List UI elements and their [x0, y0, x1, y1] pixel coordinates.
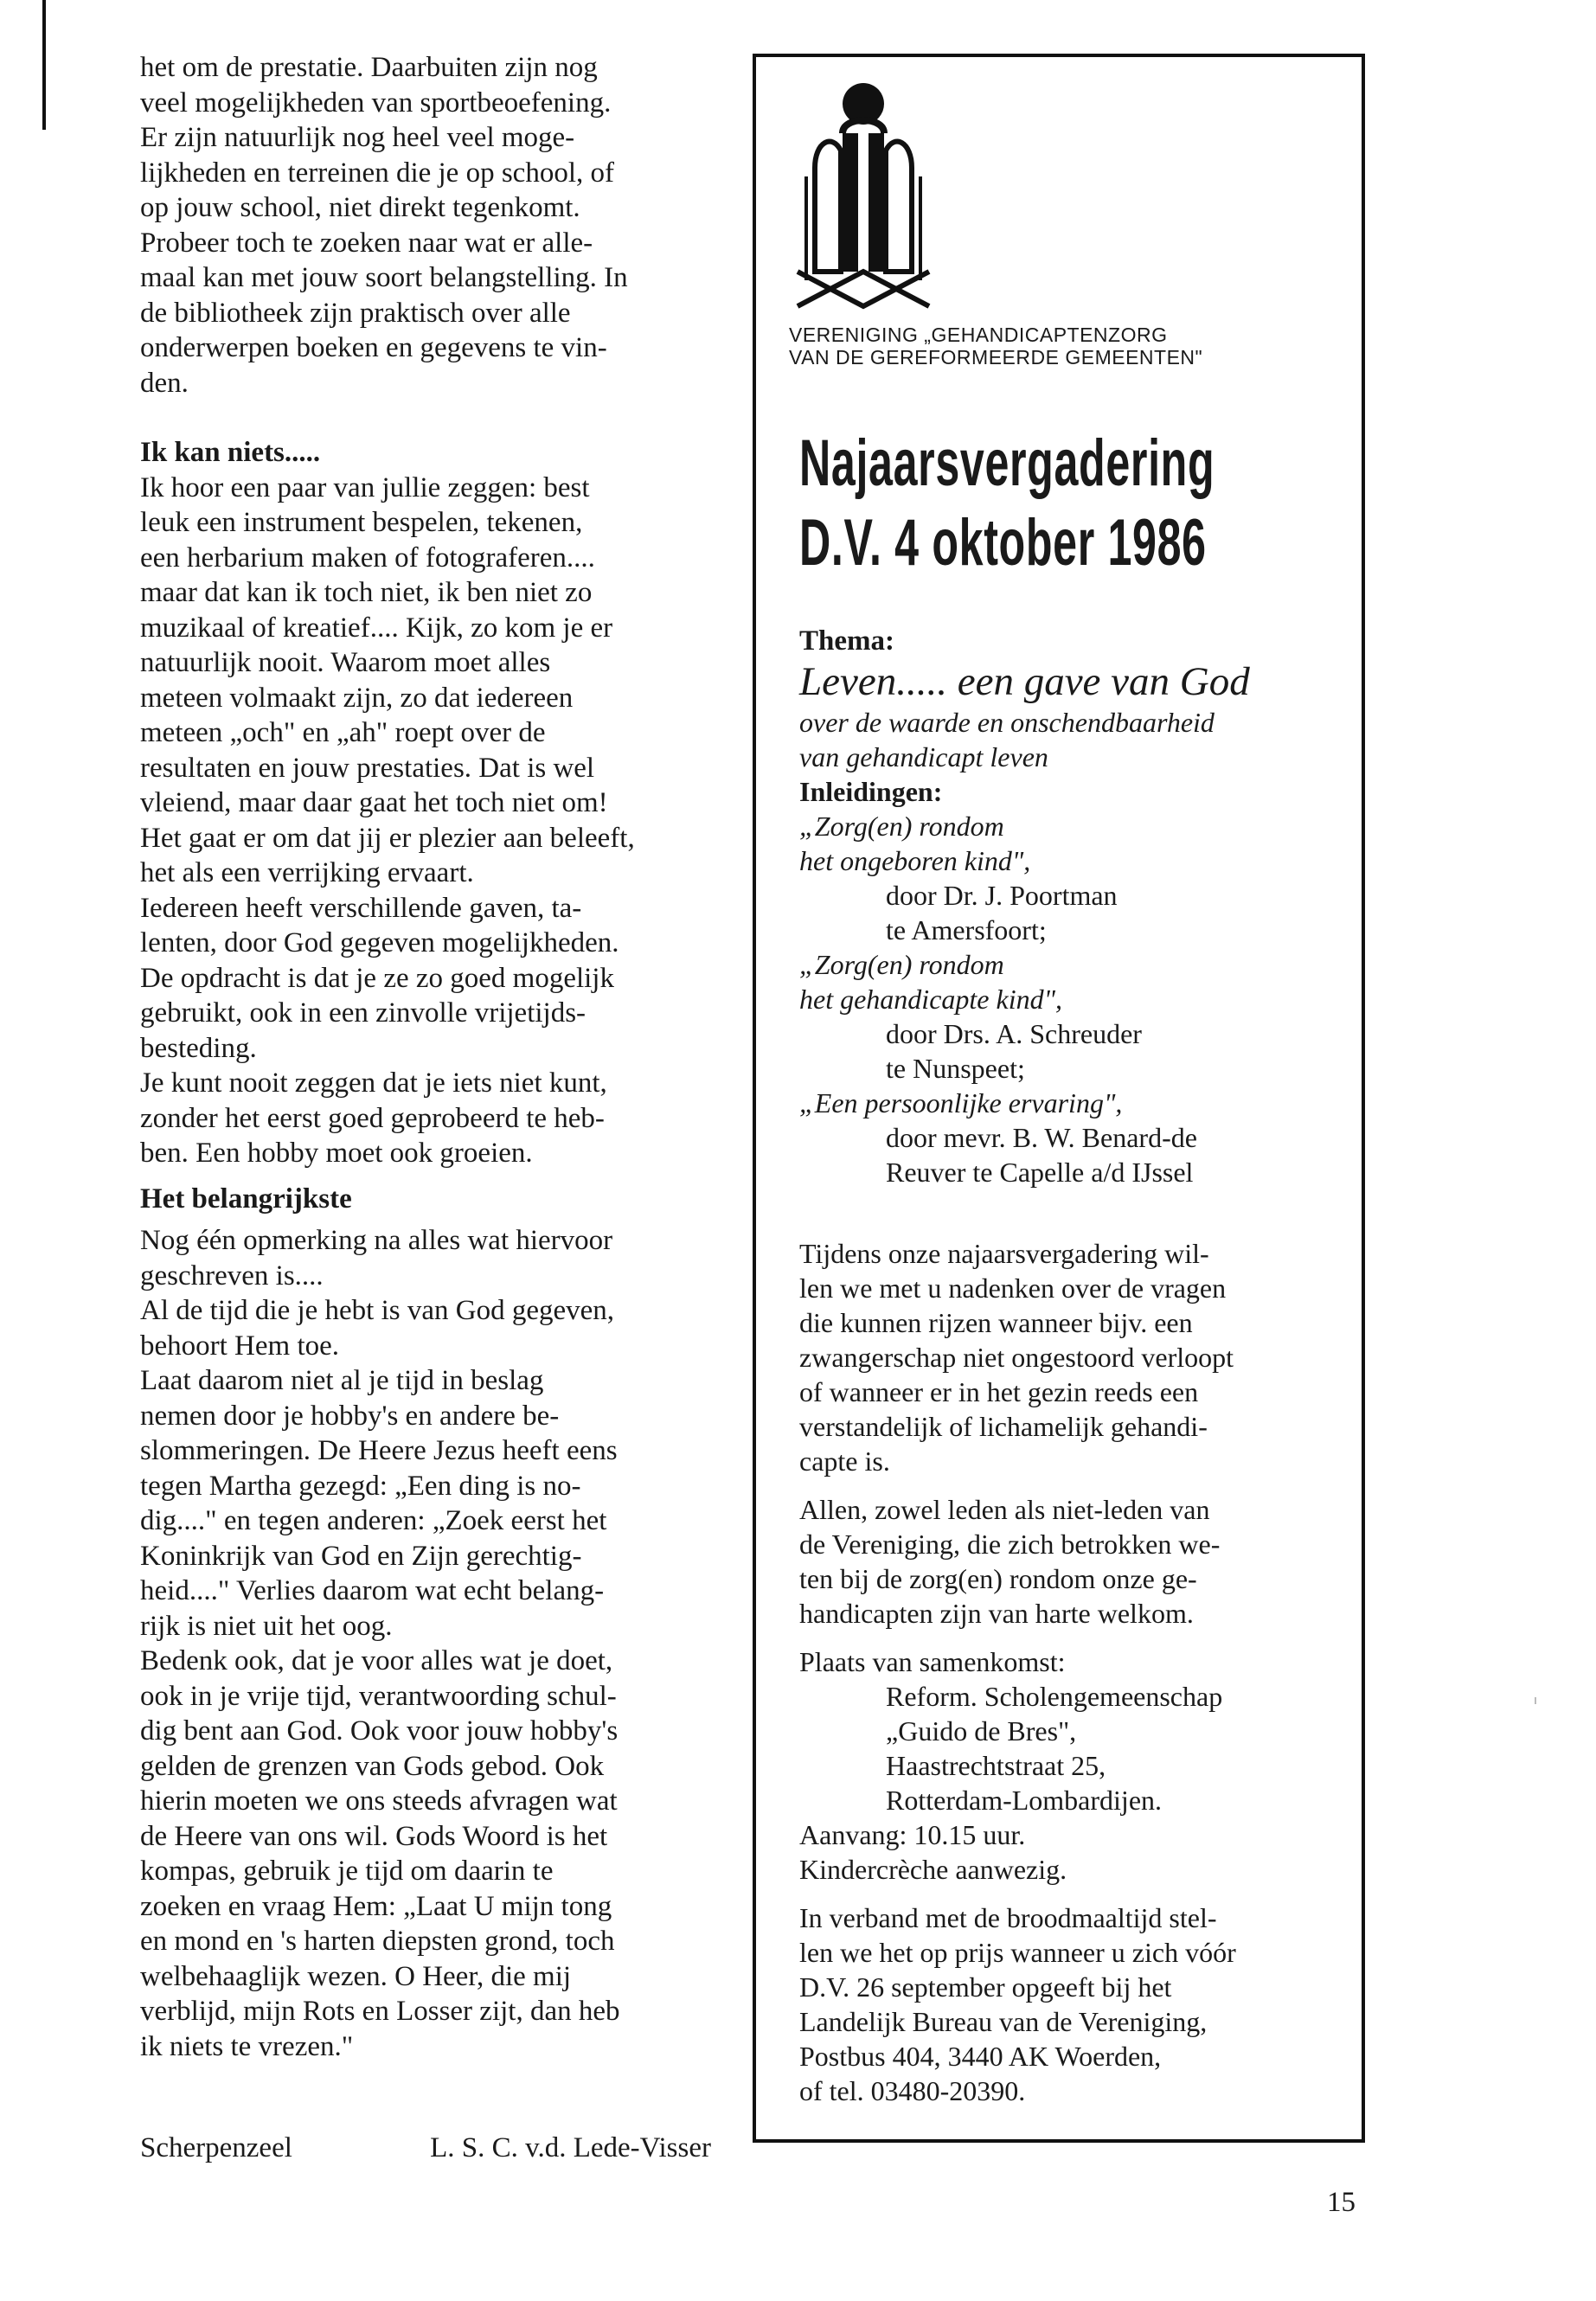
spacer: [799, 1478, 1318, 1492]
lecture-title: „Een persoonlijke ervaring",: [799, 1087, 1123, 1118]
text-line: de Vereniging, die zich betrokken we-: [799, 1529, 1221, 1560]
text-line: hierin moeten we ons steeds afvragen wat: [140, 1785, 618, 1817]
text-line: een herbarium maken of fotograferen....: [140, 542, 595, 574]
text-line: op jouw school, niet direkt tegenkomt.: [140, 192, 580, 223]
headline-line: D.V. 4 oktober 1986: [799, 506, 1207, 580]
section-body: [140, 471, 711, 1171]
text-line: ben. Een hobby moet ook groeien.: [140, 1138, 533, 1169]
spacer: [140, 1171, 711, 1182]
text-line: De opdracht is dat je ze zo goed mogelijk: [140, 962, 614, 994]
association-logo-icon: [789, 73, 938, 324]
text-line: Allen, zowel leden als niet-leden van: [799, 1494, 1210, 1525]
text-line: ook in je vrije tijd, verantwoording schul-: [140, 1680, 617, 1712]
scan-speck: [1535, 1697, 1536, 1704]
text-line: lijkheden en terreinen die je op school, of: [140, 157, 614, 189]
venue-line: Reform. Scholengemeenschap: [886, 1681, 1223, 1712]
text-line: handicapten zijn van harte welkom.: [799, 1598, 1194, 1629]
text-line: heid...." Verlies daarom wat echt belang-: [140, 1575, 605, 1606]
text-line: dig...." en tegen anderen: „Zoek eerst het: [140, 1505, 607, 1536]
text-line: capte is.: [799, 1445, 890, 1477]
text-line: len we het op prijs wanneer u zich vóór: [799, 1937, 1236, 1968]
theme-subtitle: over de waarde en onschendbaarheid: [799, 707, 1215, 738]
text-line: besteding.: [140, 1032, 257, 1064]
section-body: [140, 1223, 711, 2064]
theme-title: Leven..... een gave van God: [799, 659, 1250, 704]
text-line: Laat daarom niet al je tijd in beslag: [140, 1365, 544, 1396]
text-line: Tijdens onze najaarsvergadering wil-: [799, 1238, 1209, 1269]
lecture-speaker: door Drs. A. Schreuder: [886, 1018, 1142, 1049]
venue-line: Haastrechtstraat 25,: [886, 1750, 1106, 1781]
text-line: Het gaat er om dat jij er plezier aan beleeft,: [140, 822, 635, 854]
text-line: ten bij de zorg(en) rondom onze ge-: [799, 1563, 1197, 1594]
text-line: Landelijk Bureau van de Vereniging,: [799, 2006, 1208, 2037]
venue-line: „Guido de Bres",: [886, 1715, 1077, 1747]
lecture-title: het gehandicapte kind",: [799, 984, 1063, 1015]
text-line: Ik hoor een paar van jullie zeggen: best: [140, 471, 590, 503]
venue-label: Plaats van samenkomst:: [799, 1646, 1066, 1677]
text-line: len we met u nadenken over de vragen: [799, 1272, 1227, 1304]
text-line: de bibliotheek zijn praktisch over alle: [140, 297, 571, 329]
text-line: de Heere van ons wil. Gods Woord is het: [140, 1820, 608, 1852]
section-heading-ik-kan-niets: Ik kan niets.....: [140, 437, 321, 468]
welcome-paragraph: [799, 1492, 1318, 1631]
text-line: Al de tijd die je hebt is van God gegeven,: [140, 1295, 615, 1326]
text-line: welbehaaglijk wezen. O Heer, die mij: [140, 1960, 572, 1992]
text-line: Je kunt nooit zeggen dat je iets niet kunt,: [140, 1067, 607, 1099]
signoff-place: Scherpenzeel: [140, 2132, 292, 2163]
text-line: het als een verrijking ervaart.: [140, 857, 474, 888]
signoff: [140, 2132, 711, 2164]
theme-label: Thema:: [799, 625, 894, 657]
text-line: tegen Martha gezegd: „Een ding is no-: [140, 1470, 581, 1502]
text-line: verstandelijk of lichamelijk gehandi-: [799, 1411, 1208, 1442]
childcare-note: Kindercrèche aanwezig.: [799, 1854, 1067, 1885]
text-line: den.: [140, 367, 189, 399]
lecture-speaker: door Dr. J. Poortman: [886, 880, 1118, 911]
text-line: meteen volmaakt zijn, zo dat iedereen: [140, 682, 574, 714]
announcement-body: [799, 624, 1318, 2108]
intro-paragraph: [799, 1236, 1318, 1478]
text-line: slommeringen. De Heere Jezus heeft eens: [140, 1435, 618, 1466]
text-line: Postbus 404, 3440 AK Woerden,: [799, 2041, 1162, 2072]
text-line: vleiend, maar daar gaat het toch niet om!: [140, 787, 608, 818]
page-number: 15: [1327, 2187, 1356, 2218]
spacer: [140, 1216, 711, 1223]
theme-subtitle: van gehandicapt leven: [799, 741, 1048, 772]
text-line: verblijd, mijn Rots en Losser zijt, dan heb: [140, 1996, 620, 2027]
article-column: [140, 50, 711, 2064]
text-line: gelden de grenzen van Gods gebod. Ook: [140, 1750, 605, 1782]
signoff-author: L. S. C. v.d. Lede-Visser: [430, 2132, 711, 2163]
text-line: kompas, gebruik je tijd om daarin te: [140, 1856, 554, 1887]
text-line: rijk is niet uit het oog.: [140, 1610, 393, 1642]
lecture-item: [799, 947, 1318, 1086]
text-line: Nog één opmerking na alles wat hiervoor: [140, 1225, 613, 1256]
text-line: ik niets te vrezen.": [140, 2030, 354, 2062]
lecture-speaker: Reuver te Capelle a/d IJssel: [886, 1157, 1194, 1188]
text-line: en mond en 's harten diepsten grond, toch: [140, 1926, 615, 1957]
text-line: D.V. 26 september opgeeft bij het: [799, 1971, 1172, 2003]
start-time: Aanvang: 10.15 uur.: [799, 1819, 1026, 1850]
text-line: behoort Hem toe.: [140, 1330, 340, 1362]
text-line: gebruikt, ook in een zinvolle vrijetijds-: [140, 997, 586, 1029]
text-line: Koninkrijk van God en Zijn gerechtig-: [140, 1540, 582, 1572]
venue-line: Rotterdam-Lombardijen.: [886, 1785, 1163, 1816]
text-line: meteen „och" en „ah" roept over de: [140, 717, 546, 748]
text-line: Probeer toch te zoeken naar wat er alle-: [140, 227, 593, 259]
section-heading-het-belangrijkste: Het belangrijkste: [140, 1183, 352, 1215]
text-line: die kunnen rijzen wanneer bijv. een: [799, 1307, 1193, 1338]
text-line: zwangerschap niet ongestoord verloopt: [799, 1342, 1234, 1373]
org-line: VERENIGING „GEHANDICAPTENZORG: [789, 324, 1168, 346]
lecture-speaker: door mevr. B. W. Benard-de: [886, 1122, 1197, 1153]
text-line: maal kan met jouw soort belangstelling. In: [140, 262, 628, 293]
lecture-title: „Zorg(en) rondom: [799, 811, 1004, 842]
text-line: maar dat kan ik toch niet, ik ben niet zo: [140, 577, 593, 608]
text-line: onderwerpen boeken en gegevens te vin-: [140, 332, 607, 363]
lecture-speaker: te Nunspeet;: [886, 1053, 1025, 1084]
text-line: muzikaal of kreatief.... Kijk, zo kom je er: [140, 612, 613, 644]
lecture-item: [799, 809, 1318, 947]
text-line: dig bent aan God. Ook voor jouw hobby's: [140, 1715, 619, 1747]
text-line: resultaten en jouw prestaties. Dat is wel: [140, 752, 595, 784]
spacer: [799, 1887, 1318, 1900]
spacer: [140, 401, 711, 435]
text-line: veel mogelijkheden van sportbeoefening.: [140, 87, 612, 119]
lecture-item: [799, 1086, 1318, 1189]
headline: [799, 424, 1215, 583]
registration-paragraph: [799, 1900, 1318, 2108]
org-line: VAN DE GEREFORMEERDE GEMEENTEN": [789, 346, 1203, 369]
announcement-box: [753, 54, 1365, 2143]
text-line: Er zijn natuurlijk nog heel veel moge-: [140, 122, 575, 153]
text-line: natuurlijk nooit. Waarom moet alles: [140, 647, 551, 678]
text-line: In verband met de broodmaaltijd stel-: [799, 1902, 1217, 1933]
intro-paragraph: [140, 50, 711, 401]
text-line: of wanneer er in het gezin reeds een: [799, 1376, 1199, 1407]
lecture-speaker: te Amersfoort;: [886, 914, 1047, 945]
text-line: geschreven is....: [140, 1259, 324, 1292]
text-line: lenten, door God gegeven mogelijkheden.: [140, 927, 619, 958]
lectures-label: Inleidingen:: [799, 776, 943, 807]
margin-rule: [42, 0, 46, 130]
text-line: leuk een instrument bespelen, tekenen,: [140, 507, 583, 538]
text-line: of tel. 03480-20390.: [799, 2075, 1026, 2106]
text-line: nemen door je hobby's en andere be-: [140, 1400, 560, 1432]
headline-line: Najaarsvergadering: [799, 426, 1215, 500]
text-line: zonder het eerst goed geprobeerd te heb-: [140, 1102, 605, 1134]
organization-name: [789, 324, 1343, 369]
venue-block: [799, 1644, 1318, 1887]
text-line: Iedereen heeft verschillende gaven, ta-: [140, 892, 582, 924]
spacer: [799, 1189, 1318, 1236]
lecture-title: het ongeboren kind",: [799, 845, 1031, 876]
text-line: Bedenk ook, dat je voor alles wat je doet,: [140, 1645, 613, 1676]
lecture-title: „Zorg(en) rondom: [799, 949, 1004, 980]
text-line: het om de prestatie. Daarbuiten zijn nog: [140, 52, 598, 83]
text-line: zoeken en vraag Hem: „Laat U mijn tong: [140, 1890, 612, 1922]
spacer: [799, 1631, 1318, 1644]
